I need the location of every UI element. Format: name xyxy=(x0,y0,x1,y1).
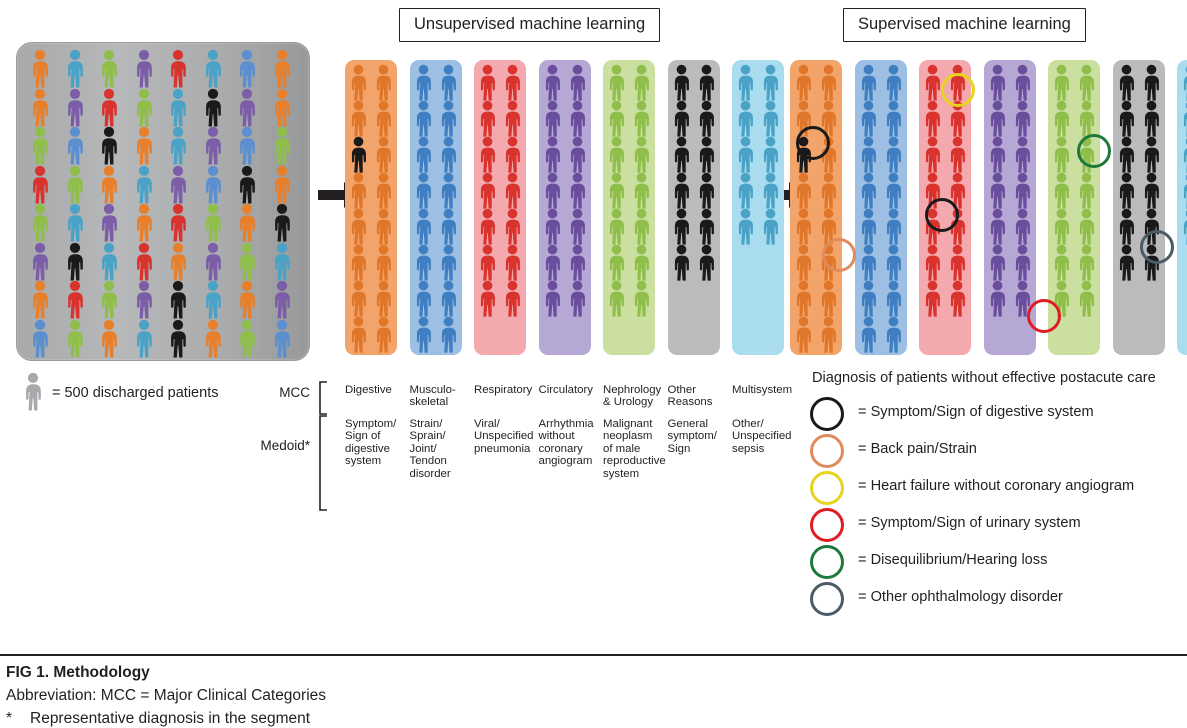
cohort-patient-icon xyxy=(64,242,86,282)
cohort-patient-icon xyxy=(64,88,86,128)
segment-patient-icon xyxy=(348,316,369,354)
cohort-patient-icon xyxy=(98,280,120,320)
segment-patient-icon xyxy=(373,136,394,174)
segment-patient-icon xyxy=(348,172,369,210)
cohort-patient-icon xyxy=(236,203,258,243)
segment-patient-icon xyxy=(373,316,394,354)
segment-patient-icon xyxy=(542,64,563,102)
segment-patient-icon xyxy=(1116,136,1137,174)
cohort-patient-icon xyxy=(202,165,224,205)
classified-column-6 xyxy=(1113,60,1165,355)
segment-patient-icon xyxy=(1051,64,1072,102)
segment-patient-icon xyxy=(1012,136,1033,174)
segment-patient-icon xyxy=(671,100,692,138)
cohort-patient-icon xyxy=(64,319,86,359)
highlight-ring-6 xyxy=(1077,134,1111,168)
segment-patient-icon xyxy=(858,100,879,138)
segment-patient-icon xyxy=(631,280,652,318)
figure-abbreviation: Abbreviation: MCC = Major Clinical Categories xyxy=(6,687,327,704)
segment-mcc-label-7: Multisystem xyxy=(732,384,793,396)
segment-medoid-label-7: Other/ Unspecified sepsis xyxy=(732,418,792,455)
cluster-column-5 xyxy=(603,60,655,355)
segment-patient-icon xyxy=(671,208,692,246)
segment-patient-icon xyxy=(696,208,717,246)
segment-patient-icon xyxy=(1141,172,1162,210)
segment-patient-icon xyxy=(477,244,498,282)
cohort-patient-icon xyxy=(98,165,120,205)
segment-medoid-label-3: Viral/ Unspecified pneumonia xyxy=(474,418,534,455)
segment-medoid-label-2: Strain/ Sprain/ Joint/ Tendon disorder xyxy=(409,418,451,480)
cohort-patient-icon xyxy=(236,165,258,205)
segment-patient-icon xyxy=(987,244,1008,282)
cohort-patient-icon xyxy=(29,203,51,243)
cohort-patient-icon xyxy=(236,126,258,166)
cluster-column-2 xyxy=(410,60,462,355)
bracket-mcc xyxy=(316,381,328,415)
cohort-patient-icon xyxy=(202,203,224,243)
cohort-patient-icon xyxy=(133,319,155,359)
segment-patient-icon xyxy=(606,64,627,102)
segment-patient-icon xyxy=(671,64,692,102)
cohort-patient-icon xyxy=(133,242,155,282)
segment-patient-icon xyxy=(793,64,814,102)
segment-patient-icon xyxy=(987,100,1008,138)
cluster-column-3 xyxy=(474,60,526,355)
segment-patient-icon xyxy=(567,100,588,138)
legend-ring-4 xyxy=(810,508,844,542)
segment-patient-icon xyxy=(671,172,692,210)
segment-patient-icon xyxy=(1116,100,1137,138)
segment-patient-icon xyxy=(883,316,904,354)
segment-patient-icon xyxy=(502,64,523,102)
segment-patient-icon xyxy=(373,208,394,246)
segment-patient-icon xyxy=(1141,64,1162,102)
segment-patient-icon xyxy=(947,136,968,174)
segment-patient-icon xyxy=(883,280,904,318)
segment-patient-icon xyxy=(671,136,692,174)
figure-note: Representative diagnosis in the segment xyxy=(30,710,311,727)
segment-patient-icon xyxy=(413,244,434,282)
segment-patient-icon xyxy=(631,208,652,246)
classified-column-2 xyxy=(855,60,907,355)
segment-patient-icon xyxy=(1012,208,1033,246)
segment-patient-icon xyxy=(606,100,627,138)
segment-patient-icon xyxy=(858,172,879,210)
segment-patient-icon xyxy=(438,208,459,246)
segment-patient-icon xyxy=(348,208,369,246)
segment-patient-icon xyxy=(1076,172,1097,210)
bracket-label-medoid: Medoid* xyxy=(260,438,310,453)
segment-patient-icon xyxy=(438,172,459,210)
legend-label-6: = Other ophthalmology disorder xyxy=(858,589,1063,605)
segment-patient-icon xyxy=(735,208,756,246)
segment-patient-icon xyxy=(793,208,814,246)
segment-patient-icon xyxy=(671,244,692,282)
footer-divider xyxy=(0,654,1187,656)
segment-patient-icon xyxy=(567,64,588,102)
segment-patient-icon xyxy=(696,172,717,210)
legend-label-4: = Symptom/Sign of urinary system xyxy=(858,515,1081,531)
cohort-patient-icon xyxy=(236,49,258,89)
segment-patient-icon xyxy=(858,208,879,246)
segment-patient-icon xyxy=(606,136,627,174)
cohort-patient-icon xyxy=(133,280,155,320)
segment-patient-icon xyxy=(883,244,904,282)
cohort-patient-icon xyxy=(167,126,189,166)
segment-patient-icon xyxy=(883,208,904,246)
segment-patient-icon xyxy=(631,64,652,102)
segment-patient-icon xyxy=(858,280,879,318)
cluster-column-6 xyxy=(668,60,720,355)
cohort-patient-icon xyxy=(29,280,51,320)
cohort-patient-icon xyxy=(202,49,224,89)
segment-patient-icon xyxy=(883,172,904,210)
segment-mcc-label-5: Nephrology & Urology xyxy=(603,384,662,409)
segment-patient-icon xyxy=(922,100,943,138)
segment-patient-icon xyxy=(631,100,652,138)
segment-medoid-label-6: General symptom/ Sign xyxy=(667,418,717,455)
segment-patient-icon xyxy=(348,244,369,282)
cohort-patient-icon xyxy=(236,319,258,359)
segment-patient-icon xyxy=(438,136,459,174)
segment-patient-icon xyxy=(606,208,627,246)
cohort-patient-icon xyxy=(271,88,293,128)
segment-patient-icon xyxy=(1076,208,1097,246)
segment-patient-icon xyxy=(922,64,943,102)
segment-patient-icon xyxy=(818,172,839,210)
bracket-label-mcc: MCC xyxy=(279,385,310,400)
segment-patient-icon xyxy=(1141,136,1162,174)
segment-patient-icon xyxy=(1180,64,1187,102)
segment-patient-icon xyxy=(858,64,879,102)
segment-patient-icon xyxy=(373,100,394,138)
segment-mcc-label-4: Circulatory xyxy=(538,384,593,396)
classified-column-1 xyxy=(790,60,842,355)
cohort-patient-icon xyxy=(29,242,51,282)
segment-patient-icon xyxy=(542,208,563,246)
segment-patient-icon xyxy=(696,244,717,282)
segment-patient-icon xyxy=(793,244,814,282)
segment-patient-icon xyxy=(542,100,563,138)
segment-patient-icon xyxy=(373,64,394,102)
segment-patient-icon xyxy=(348,280,369,318)
segment-patient-icon xyxy=(1012,244,1033,282)
segment-patient-icon xyxy=(760,100,781,138)
segment-patient-icon xyxy=(1051,100,1072,138)
segment-patient-icon xyxy=(373,172,394,210)
cohort-patient-icon xyxy=(167,280,189,320)
segment-patient-icon xyxy=(1051,136,1072,174)
segment-patient-icon xyxy=(735,136,756,174)
segment-patient-icon xyxy=(373,280,394,318)
segment-patient-icon xyxy=(542,172,563,210)
segment-patient-icon xyxy=(735,100,756,138)
segment-patient-icon xyxy=(542,136,563,174)
segment-patient-icon xyxy=(760,64,781,102)
segment-patient-icon xyxy=(1076,64,1097,102)
cohort-patient-icon xyxy=(64,203,86,243)
segment-patient-icon xyxy=(477,172,498,210)
segment-patient-icon xyxy=(922,280,943,318)
segment-patient-icon xyxy=(947,244,968,282)
segment-patient-icon xyxy=(818,316,839,354)
segment-patient-icon xyxy=(1116,244,1137,282)
figure-note-marker: * xyxy=(6,710,13,727)
legend-label-3: = Heart failure without coronary angiogram xyxy=(858,478,1135,494)
segment-patient-icon xyxy=(348,100,369,138)
segment-patient-icon xyxy=(438,316,459,354)
segment-patient-icon xyxy=(858,136,879,174)
segment-patient-icon xyxy=(1076,100,1097,138)
cohort-patient-icon xyxy=(202,280,224,320)
segment-patient-icon xyxy=(477,208,498,246)
segment-patient-icon xyxy=(1076,244,1097,282)
legend-ring-1 xyxy=(810,397,844,431)
cluster-column-1 xyxy=(345,60,397,355)
highlight-ring-1 xyxy=(796,126,830,160)
segment-patient-icon xyxy=(1051,172,1072,210)
segment-patient-icon xyxy=(793,280,814,318)
segment-patient-icon xyxy=(1116,208,1137,246)
legend-ring-2 xyxy=(810,434,844,468)
segment-patient-icon xyxy=(567,244,588,282)
legend-label-2: = Back pain/Strain xyxy=(858,441,977,457)
segment-mcc-label-2: Musculo-skeletal xyxy=(409,384,456,409)
segment-patient-icon xyxy=(413,136,434,174)
cohort-patient-icon xyxy=(271,203,293,243)
cohort-patient-icon xyxy=(133,126,155,166)
highlight-ring-2 xyxy=(822,238,856,272)
bracket-medoid xyxy=(316,415,328,511)
segment-medoid-label-1: Symptom/ Sign of digestive system xyxy=(345,418,397,468)
segment-patient-icon xyxy=(1180,136,1187,174)
cohort-patient-icon xyxy=(202,319,224,359)
segment-patient-icon xyxy=(438,64,459,102)
segment-patient-icon xyxy=(1012,100,1033,138)
segment-patient-icon xyxy=(348,64,369,102)
segment-patient-icon xyxy=(502,136,523,174)
segment-patient-icon xyxy=(760,136,781,174)
cohort-patient-icon xyxy=(64,165,86,205)
cohort-patient-icon xyxy=(236,88,258,128)
cohort-patient-icon xyxy=(202,242,224,282)
segment-patient-icon xyxy=(373,244,394,282)
segment-patient-icon xyxy=(1051,208,1072,246)
segment-patient-icon xyxy=(477,280,498,318)
cohort-patient-icon xyxy=(98,88,120,128)
cohort-patient-icon xyxy=(271,165,293,205)
scale-note: = 500 discharged patients xyxy=(52,385,219,401)
segment-patient-icon xyxy=(502,280,523,318)
cohort-patient-icon xyxy=(98,49,120,89)
cohort-patient-icon xyxy=(64,49,86,89)
cohort-patient-icon xyxy=(29,165,51,205)
cluster-column-4 xyxy=(539,60,591,355)
legend-label-1: = Symptom/Sign of digestive system xyxy=(858,404,1094,420)
segment-patient-icon xyxy=(606,244,627,282)
segment-patient-icon xyxy=(502,100,523,138)
highlight-ring-5 xyxy=(1027,299,1061,333)
cohort-patient-icon xyxy=(167,319,189,359)
cohort-patient-icon xyxy=(202,88,224,128)
legend-title: Diagnosis of patients without effective postacute care xyxy=(812,370,1156,386)
segment-patient-icon xyxy=(1180,172,1187,210)
cohort-patient-icon xyxy=(133,88,155,128)
segment-patient-icon xyxy=(413,316,434,354)
cohort-patient-icon xyxy=(167,165,189,205)
cohort-patient-icon xyxy=(202,126,224,166)
segment-patient-icon xyxy=(413,64,434,102)
segment-patient-icon xyxy=(502,208,523,246)
segment-patient-icon xyxy=(793,316,814,354)
highlight-ring-4 xyxy=(941,73,975,107)
cohort-patient-icon xyxy=(29,319,51,359)
segment-patient-icon xyxy=(1180,208,1187,246)
cohort-patient-icon xyxy=(167,88,189,128)
segment-patient-icon xyxy=(567,136,588,174)
cohort-patient-icon xyxy=(98,203,120,243)
segment-patient-icon xyxy=(696,136,717,174)
cluster-column-7 xyxy=(732,60,784,355)
segment-patient-icon xyxy=(477,100,498,138)
segment-patient-icon xyxy=(987,172,1008,210)
segment-medoid-label-5: Malignant neoplasm of male reproductive system xyxy=(603,418,666,480)
segment-mcc-label-1: Digestive xyxy=(345,384,392,396)
segment-patient-icon xyxy=(858,316,879,354)
segment-patient-icon xyxy=(438,280,459,318)
segment-patient-icon xyxy=(606,280,627,318)
segment-patient-icon xyxy=(760,208,781,246)
cohort-patient-icon xyxy=(271,242,293,282)
cohort-patient-icon xyxy=(167,242,189,282)
segment-patient-icon xyxy=(1116,64,1137,102)
segment-patient-icon xyxy=(567,280,588,318)
cohort-patient-icon xyxy=(271,319,293,359)
segment-patient-icon xyxy=(438,244,459,282)
segment-patient-icon xyxy=(793,172,814,210)
segment-patient-icon xyxy=(438,100,459,138)
segment-patient-icon xyxy=(922,244,943,282)
cohort-patient-icon xyxy=(236,242,258,282)
highlight-ring-7 xyxy=(1140,230,1174,264)
segment-patient-icon xyxy=(502,244,523,282)
cohort-patient-icon xyxy=(271,280,293,320)
segment-patient-icon xyxy=(818,64,839,102)
segment-patient-icon xyxy=(735,172,756,210)
cohort-patient-icon xyxy=(133,165,155,205)
segment-patient-icon xyxy=(606,172,627,210)
cohort-patient-icon xyxy=(98,319,120,359)
segment-patient-icon xyxy=(477,64,498,102)
segment-patient-icon xyxy=(567,208,588,246)
header-supervised: Supervised machine learning xyxy=(843,8,1086,42)
segment-patient-icon xyxy=(696,64,717,102)
segment-patient-icon xyxy=(818,280,839,318)
scale-person-icon xyxy=(22,372,44,412)
segment-patient-icon xyxy=(735,64,756,102)
segment-patient-icon xyxy=(1180,100,1187,138)
segment-patient-icon xyxy=(1116,172,1137,210)
legend-ring-3 xyxy=(810,471,844,505)
segment-patient-icon xyxy=(1051,244,1072,282)
segment-medoid-label-4: Arrhythmia without coronary angiogram xyxy=(538,418,594,468)
segment-patient-icon xyxy=(413,280,434,318)
cohort-patient-icon xyxy=(133,203,155,243)
segment-patient-icon xyxy=(883,136,904,174)
figure-title: FIG 1. Methodology xyxy=(6,664,150,681)
segment-patient-icon xyxy=(1141,100,1162,138)
segment-patient-icon xyxy=(413,208,434,246)
cohort-patient-icon xyxy=(271,126,293,166)
cohort-patient-icon xyxy=(64,280,86,320)
segment-patient-icon xyxy=(760,172,781,210)
cohort-patient-icon xyxy=(133,49,155,89)
cohort-panel xyxy=(16,42,310,361)
segment-patient-icon xyxy=(883,64,904,102)
segment-patient-icon xyxy=(542,244,563,282)
segment-patient-icon xyxy=(631,172,652,210)
segment-patient-icon xyxy=(567,172,588,210)
cohort-patient-icon xyxy=(167,49,189,89)
segment-patient-icon xyxy=(858,244,879,282)
segment-patient-icon xyxy=(413,172,434,210)
cohort-patient-icon xyxy=(29,49,51,89)
segment-patient-icon xyxy=(631,136,652,174)
segment-patient-icon xyxy=(502,172,523,210)
segment-patient-icon xyxy=(947,280,968,318)
segment-patient-icon xyxy=(477,136,498,174)
segment-patient-icon xyxy=(1012,172,1033,210)
legend-ring-6 xyxy=(810,582,844,616)
segment-mcc-label-3: Respiratory xyxy=(474,384,533,396)
cohort-patient-icon xyxy=(98,126,120,166)
cohort-patient-icon xyxy=(98,242,120,282)
segment-patient-icon xyxy=(542,280,563,318)
cohort-patient-icon xyxy=(271,49,293,89)
legend-label-5: = Disequilibrium/Hearing loss xyxy=(858,552,1048,568)
segment-patient-icon xyxy=(631,244,652,282)
segment-patient-icon xyxy=(348,136,369,174)
classified-column-7 xyxy=(1177,60,1187,355)
cohort-patient-icon xyxy=(29,88,51,128)
segment-patient-icon xyxy=(987,64,1008,102)
segment-patient-icon xyxy=(1076,280,1097,318)
segment-patient-icon xyxy=(922,136,943,174)
segment-patient-icon xyxy=(883,100,904,138)
cohort-patient-icon xyxy=(167,203,189,243)
cohort-patient-icon xyxy=(236,280,258,320)
segment-patient-icon xyxy=(987,208,1008,246)
segment-patient-icon xyxy=(696,100,717,138)
segment-patient-icon xyxy=(987,136,1008,174)
header-unsupervised: Unsupervised machine learning xyxy=(399,8,660,42)
cohort-patient-icon xyxy=(29,126,51,166)
segment-patient-icon xyxy=(1012,64,1033,102)
cohort-patient-icon xyxy=(64,126,86,166)
segment-patient-icon xyxy=(413,100,434,138)
highlight-ring-3 xyxy=(925,198,959,232)
legend-ring-5 xyxy=(810,545,844,579)
segment-mcc-label-6: Other Reasons xyxy=(667,384,713,409)
segment-patient-icon xyxy=(987,280,1008,318)
